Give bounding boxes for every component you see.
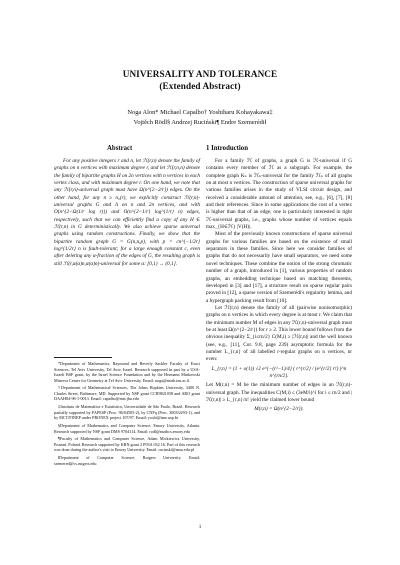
footnotes [54, 361, 200, 468]
introduction-body [206, 158, 352, 416]
footnote-kohayakawa: ‡Instituto de Matemática e Estatística, Universidade de São Paulo, Brazil. Research partially supported by FAPESP (Proc. 96/04505-2), by CNPq (Proc. 300334/93-1), and by MCT/FINEP under PRONEX project 107/97. Email: yoshi@ime.usp.br [54, 404, 200, 421]
page-number: 1 [198, 524, 202, 530]
abstract-body: For any positive integers r and n, let ℋ(r,n) denote the family of graphs on n vertices with maximum degree r, and let ℋ(r,n,n) denote the family of bipartite graphs H on 2n vertices with n vertices in each vertex class, and with maximum degree r. On one hand, we note that any ℋ(r,n)-universal graph must have Ω(n^{2−2/r}) edges. On the other hand, for any n ≥ n₀(r), we explicitly construct ℋ(r,n)-universal graphs G and Λ on n and 2n vertices, and with O(n^{2−Ω(1/r log r)}) and O(n^{2−1/r} log^{1/r} n) edges, respectively, such that we can efficiently find a copy of any H ∈ ℋ(r,n) in G deterministically. We also achieve sparse universal graphs using random constructions. Finally, we show that the bipartite random graph G = G(n,n,p), with p = cn^{−1/2r} log^{1/2r} n is fault-tolerant; for a large enough constant c, even after deleting any α-fraction of the edges of G, the resulting graph is still ℋ(r,α(α)n,α(α)n)-universal for some α: [0,1) → (0,1]. [54, 158, 200, 267]
footnote-szemeredi: ‖Department of Computer Science, Rutgers University. Email: szemered@cs.rutgers.edu [54, 455, 200, 466]
abstract-heading: Abstract [107, 145, 133, 152]
authors-line-2: Vojtěch Rödl§ Andrzej Ruciński¶ Endre Szemerédi‖ [133, 119, 267, 126]
footnote-rucinski: ¶Faculty of Mathematics and Computer Science, Adam Mickiewicz University, Poznań, Poland. Research supported by KBN grant 2 P03A 032 16. Part of this research was done during the author's visit to Emory University. Email: rucinski@amu.edu.pl [54, 436, 200, 453]
intro-paragraph-4: Let M(r,n) = M be the minimum number of edges in an ℋ(r,n)-universal graph. The inequalities C(M,i) ≤ (3eM/i)^i for i ≤ rn/2 and |ℋ(r,n)| ≥ L_{r,n}/n! yield the claimed lower bound [206, 382, 352, 403]
intro-paragraph-3: Let ℋ(r,n) denote the family of all (pairwise nonisomorphic) graphs on n vertices in which every degree is at most r. We claim that the minimum number M of edges in any ℋ(r,n)-universal graph must be at least Ω(n^{2−2/r}) for r ≥ 2. This lower bound follows from the obvious inequality Σ_{i≤rn/2} C(M,i) ≥ |ℋ(r,n)| and the well known (see, e.g., [11], Cor. 9.8, page 239) asymptotic formula for the number L_{r,n} of all labelled r-regular graphs on n vertices, nr even: [206, 304, 352, 363]
footnote-rule [54, 357, 112, 358]
intro-paragraph-2: Most of the previously known constructions of sparse universal graphs for various families are based on the existence of small separators in these families. Since here we consider families of graphs that do not necessarily have small separators, we need some novel techniques. These combine the notion of the strong chromatic number of a graph, introduced in [1], various properties of random graphs, an embedding technique based on matching theorems, developed in [3] and [17], a structure result on sparse regular pairs proved in [12], a sparse version of Szemerédi's regularity lemma, and a hypergraph packing result from [16]. [206, 231, 352, 304]
footnote-rodl: §Department of Mathematics and Computer Science, Emory University, Atlanta. Research supported by NSF grant DMS 9704114. Email: rodl@mathcs.emory.edu [54, 423, 200, 434]
intro-paragraph-1: For a family ℋ of graphs, a graph G is ℋ-universal if G contains every member of ℋ as a subgraph. For example, the complete graph Kₙ is ℋₙ-universal for the family ℋₙ of all graphs on at most n vertices. The construction of sparse universal graphs for various families arises in the study of VLSI circuit design, and received a considerable amount of attention, see, e.g., [6], [7], [8] and their references. Since in some applications the cost of a vertex is higher than that of an edge, one is particularly interested in tight ℋ-universal graphs, i.e., graphs whose number of vertices equals max_{H∈ℋ} |V(H)|. [206, 158, 352, 231]
equation-lrn: L_{r,n} = (1 + o(1)) √2 e^{−(r²−1)/4} ( r^{r/2} / (e^{r/2} r!) )^n n^{rn/2}. [211, 365, 347, 379]
introduction-heading: 1 Introduction [206, 145, 248, 152]
authors-line-1: Noga Alon* Michael Capalbo† Yoshiharu Kohayakawa‡ [127, 109, 273, 116]
paper-title: UNIVERSALITY AND TOLERANCE [122, 69, 278, 79]
paper-subtitle: (Extended Abstract) [159, 81, 241, 91]
footnote-alon: *Department of Mathematics, Raymond and Beverly Sackler Faculty of Exact Sciences, Tel Aviv University, Tel Aviv, Israel. Research supported in part by a USA-Israeli BSF grant, by the Israel Science Foundation and by the Hermann Minkowski Minerva Center for Geometry at Tel Aviv University. Email: noga@math.tau.ac.il. [54, 361, 200, 383]
equation-lower-bound: M(r,n) = Ω(n^{2−2/r}). [254, 406, 304, 413]
footnote-capalbo: †Department of Mathematical Sciences, The Johns Hopkins University, 3400 N. Charles Street, Baltimore, MD. Supported by NSF grant CCR9821058 and ARO grant DAAH04-96-1-0013. Email: capalbo@mts.jhu.edu [54, 385, 200, 402]
